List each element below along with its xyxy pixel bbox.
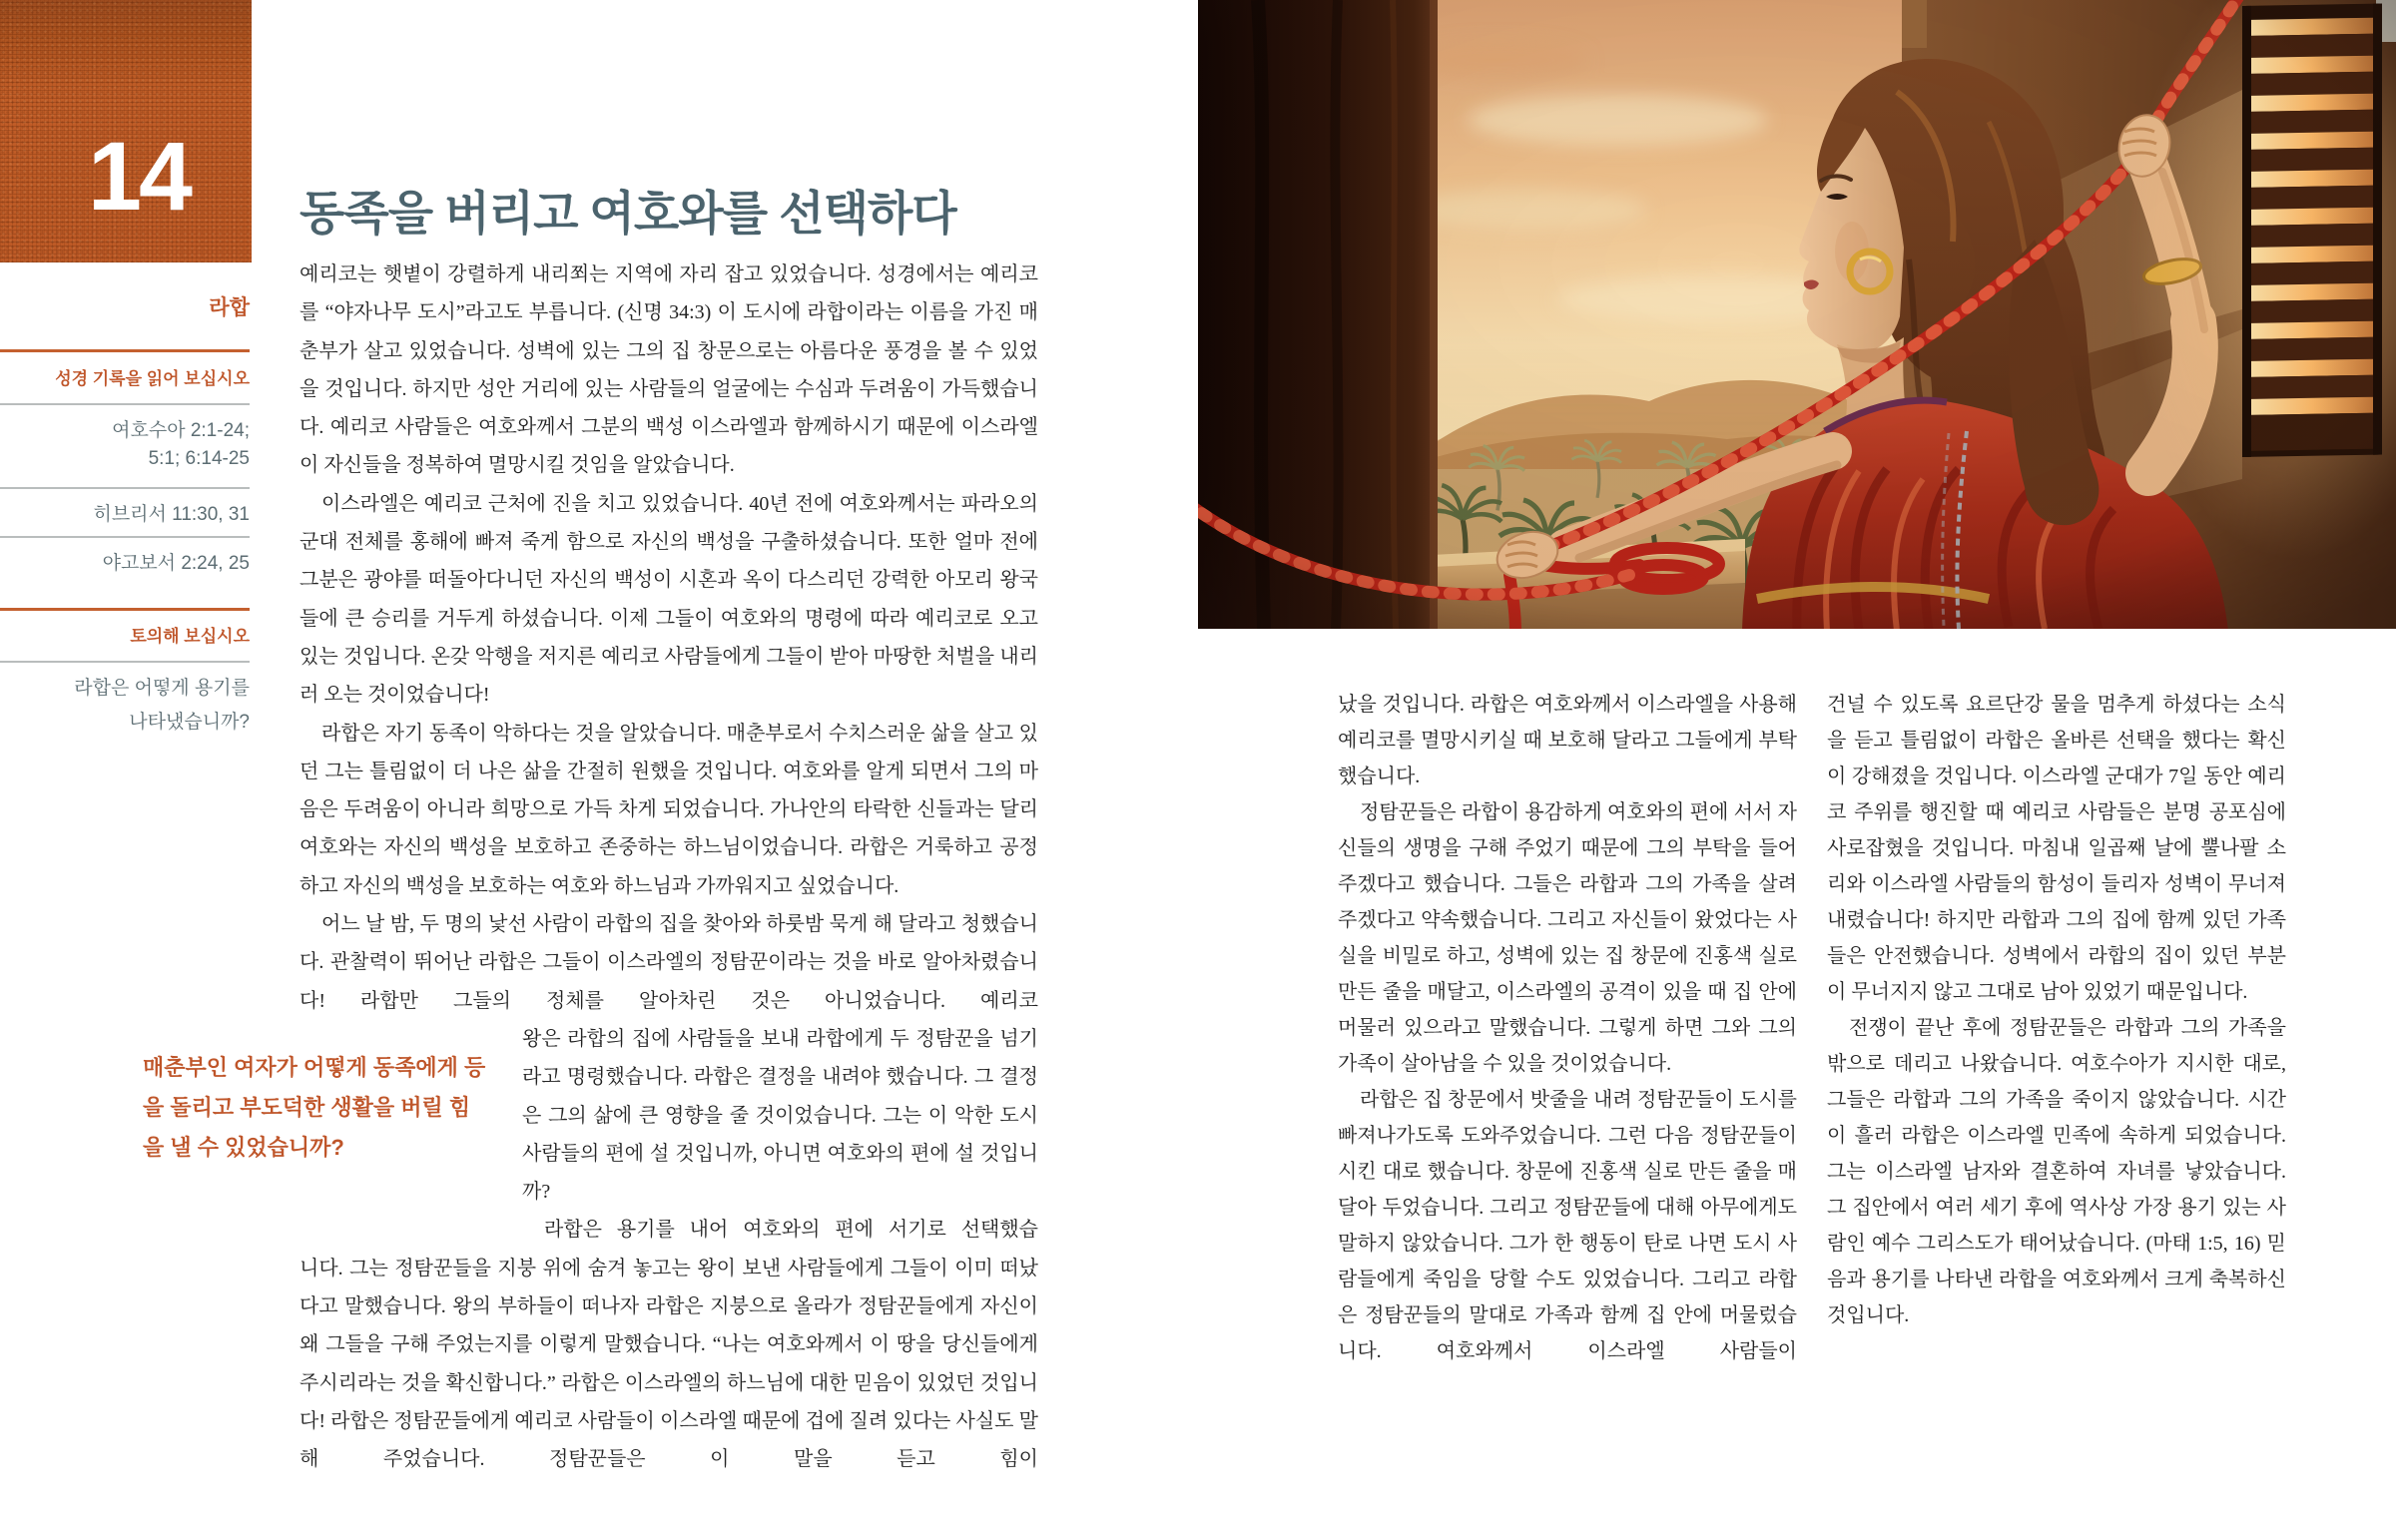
pullquote-row — [143, 1020, 1038, 1250]
paragraph: 라합은 용기를 내어 여호와의 편에 서기로 선택했습 — [544, 1219, 1038, 1242]
paragraph: 왕은 라합의 집에 사람들을 보내 라합에게 두 정탐꾼을 넘기라고 명령했습니다. 라합은 결정을 내려야 했습니다. 그 결정은 그의 삶에 큰 영향을 줄 것이었습니다. 그는 이 악한 도시 사람들의 편에 설 것입니까, 아니면 여호와의 편에 설 것입니까? — [522, 1027, 1038, 1204]
rahab-window-illustration — [1198, 0, 2396, 629]
paragraph: 전쟁이 끝난 후에 정탐꾼들은 라합과 그의 가족을 밖으로 데리고 나왔습니다. 여호수아가 지시한 대로, 그들은 라합과 그의 가족을 죽이지 않았습니다. 시간이 흘러 라합은 이스라엘 민족에 속하게 되었습니다. 그는 이스라엘 남자와 결혼하여 자녀를 낳았습니다. 그 집안에서 여러 세기 후에 역사상 가장 용기 있는 사람인 예수 그리스도가 태어났습니다. (마태 1:5, 16) 믿음과 용기를 나타낸 라합을 여호와께서 크게 축복하신 것입니다. — [1827, 1017, 2286, 1326]
paragraph: 라합은 집 창문에서 밧줄을 내려 정탐꾼들이 도시를 빠져나가도록 도와주었습니다. 그런 다음 정탐꾼들이 시킨 대로 했습니다. 창문에 진홍색 실로 만든 줄을 매달아 두었습니다. 그리고 정탐꾼들에 대해 아무에게도 말하지 않았습니다. 그가 한 행동이 탄로 나면 도시 사람들에게 죽임을 당할 수도 있었습니다. 그리고 라합은 정탐꾼들의 말대로 가족과 함께 집 안에 머물렀습니다. 여호와께서 이스라엘 사람들이 — [1338, 1089, 1797, 1362]
wrapped-text-column — [522, 1020, 1038, 1250]
discussion-question: 나타냈습니까? — [129, 712, 250, 733]
pull-quote: 매춘부인 여자가 어떻게 동족에게 등을 돌리고 부도덕한 생활을 버릴 힘을 낼 수 있었습니까? — [143, 1054, 486, 1160]
paragraph: 어느 날 밤, 두 명의 낯선 사람이 라합의 집을 찾아와 하룻밤 묵게 해 달라고 청했습니다. 관찰력이 뛰어난 라합은 그들이 이스라엘의 정탐꾼이라는 것을 바로 알아차렸습니다! 라합만 그들의 정체를 알아차린 것은 아니었습니다. 예리코 — [300, 913, 1038, 1012]
scripture-ref: 5:1; 6:14-25 — [148, 448, 250, 469]
discussion-question: 라합은 어떻게 용기를 — [74, 678, 250, 699]
paragraph: 이스라엘은 예리코 근처에 진을 치고 있었습니다. 40년 전에 여호와께서는 파라오의 군대 전체를 홍해에 빠져 죽게 함으로 자신의 백성을 구출하셨습니다. 또한 얼마 전에 그분은 광야를 떠돌아다니던 자신의 백성이 시혼과 옥이 다스리던 강력한 아모리 왕국들에 큰 승리를 거두게 하셨습니다. 이제 그들이 여호와의 명령에 따라 예리코로 오고 있는 것입니다. 온갖 악행을 저지른 예리코 사람들에게 그들이 받아 마땅한 처벌을 내리러 오는 것이었습니다! — [300, 492, 1038, 707]
scripture-ref: 히브리서 11:30, 31 — [93, 504, 250, 525]
divider — [0, 536, 250, 538]
paragraph: 라합은 자기 동족이 악하다는 것을 알았습니다. 매춘부로서 수치스러운 삶을 살고 있던 그는 틀림없이 더 나은 삶을 간절히 원했을 것입니다. 여호와를 알게 되면서 그의 마음은 두려움이 아니라 희망으로 가득 차게 되었습니다. 가나안의 타락한 신들과는 달리 여호와는 자신의 백성을 보호하고 존중하는 하느님이었습니다. 라합은 거룩하고 공정하고 자신의 백성을 보호하는 여호와 하느님과 가까워지고 싶었습니다. — [300, 722, 1038, 897]
sidebar-person-name: 라합 — [209, 296, 250, 319]
right-page-column-2 — [1827, 687, 2286, 1333]
chapter-number: 14 — [88, 122, 190, 231]
sidebar-read-heading: 성경 기록을 읽어 보십시오 — [55, 369, 250, 388]
scripture-ref: 야고보서 2:24, 25 — [102, 553, 250, 574]
divider — [0, 487, 250, 489]
paragraph: 정탐꾼들은 라합이 용감하게 여호와의 편에 서서 자신들의 생명을 구해 주었기 때문에 그의 부탁을 들어주겠다고 했습니다. 그들은 라합과 그의 가족을 살려 주겠다고 약속했습니다. 그리고 자신들이 왔었다는 사실을 비밀로 하고, 성벽에 있는 집 창문에 진홍색 실로 만든 줄을 매달고, 이스라엘의 공격이 있을 때 집 안에 머물러 있으라고 말했습니다. 그렇게 하면 그와 그의 가족이 살아남을 수 있을 것이었습니다. — [1338, 801, 1797, 1075]
page-title: 동족을 버리고 여호와를 선택하다 — [300, 187, 956, 241]
paragraph: 났을 것입니다. 라합은 여호와께서 이스라엘을 사용해 예리코를 멸망시키실 때 보호해 달라고 그들에게 부탁했습니다. — [1338, 694, 1797, 787]
paragraph: 니다. 그는 정탐꾼들을 지붕 위에 숨겨 놓고는 왕이 보낸 사람들에게 그들이 이미 떠났다고 말했습니다. 왕의 부하들이 떠나자 라합은 지붕으로 올라가 정탐꾼들에게 자신이 왜 그들을 구해 주었는지를 이렇게 말했습니다. “나는 여호와께서 이 땅을 당신들에게 주시리라는 것을 확신합니다.” 라합은 이스라엘의 하느님에 대한 믿음이 있었던 것입니다! 라합은 정탐꾼들에게 예리코 사람들이 이스라엘 때문에 겁에 질려 있다는 사실도 말해 주었습니다. 정탐꾼들은 이 말을 듣고 힘이 — [300, 1257, 1038, 1471]
divider — [0, 661, 250, 663]
divider — [0, 349, 250, 352]
scripture-ref: 여호수아 2:1-24; — [112, 420, 250, 441]
divider — [0, 403, 250, 405]
sidebar-discuss-heading: 토의해 보십시오 — [130, 627, 250, 646]
paragraph: 건널 수 있도록 요르단강 물을 멈추게 하셨다는 소식을 듣고 틀림없이 라합은 올바른 선택을 했다는 확신이 강해졌을 것입니다. 이스라엘 군대가 7일 동안 예리코 주위를 행진할 때 예리코 사람들은 분명 공포심에 사로잡혔을 것입니다. 마침내 일곱째 날에 뿔나팔 소리와 이스라엘 사람들의 함성이 들리자 성벽이 무너져 내렸습니다! 하지만 라합과 그의 집에 함께 있던 가족들은 안전했습니다. 성벽에서 라합의 집이 있던 부분이 무너지지 않고 그대로 남아 있었기 때문입니다. — [1827, 694, 2286, 1003]
right-page-column-1 — [1338, 687, 1797, 1369]
sidebar — [0, 0, 250, 798]
divider — [0, 608, 250, 611]
paragraph: 예리코는 햇볕이 강렬하게 내리쬐는 지역에 자리 잡고 있었습니다. 성경에서는 예리코를 “야자나무 도시”라고도 부릅니다. (신명 34:3) 이 도시에 라합이라는 이름을 가진 매춘부가 살고 있었습니다. 성벽에 있는 그의 집 창문으로는 아름다운 풍경을 볼 수 있었을 것입니다. 하지만 성안 거리에 있는 사람들의 얼굴에는 수심과 두려움이 가득했습니다. 예리코 사람들은 여호와께서 그분의 백성 이스라엘과 함께하시기 때문에 이스라엘이 자신들을 정복하여 멸망시킬 것임을 알았습니다. — [300, 263, 1038, 477]
